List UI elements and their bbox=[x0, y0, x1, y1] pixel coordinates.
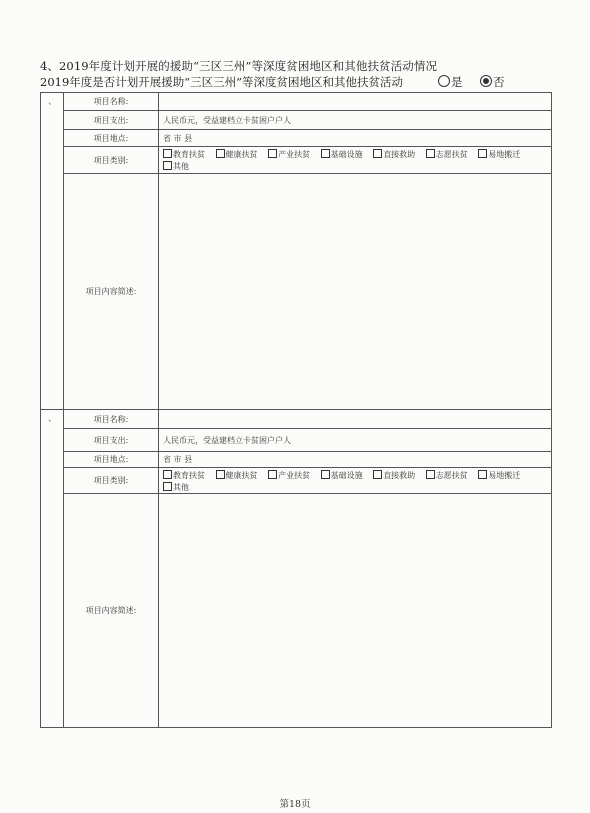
checkbox-icon[interactable] bbox=[163, 161, 172, 170]
index-column bbox=[41, 93, 64, 409]
project-block-1 bbox=[40, 92, 552, 410]
category-volunteer[interactable]: 志愿扶贫 bbox=[426, 471, 468, 480]
checkbox-icon[interactable] bbox=[163, 149, 172, 158]
category-infrastructure[interactable]: 基础设施 bbox=[321, 471, 363, 480]
question-text: 2019年度是否计划开展援助“三区三州”等深度贫困地区和其他扶贫活动 bbox=[40, 75, 404, 89]
row-project-category bbox=[64, 147, 551, 174]
section-heading: 4、2019年度计划开展的援助“三区三州”等深度贫困地区和其他扶贫活动情况 bbox=[40, 59, 438, 73]
category-direct-aid[interactable]: 直接救助 bbox=[373, 150, 415, 159]
answer-options bbox=[438, 74, 519, 90]
label-project-name: 项目名称: bbox=[64, 410, 159, 428]
label-project-location: 项目地点: bbox=[64, 452, 159, 467]
checkbox-icon[interactable] bbox=[373, 470, 382, 479]
category-relocation[interactable]: 易地搬迁 bbox=[478, 150, 520, 159]
checkbox-icon[interactable] bbox=[478, 470, 487, 479]
field-project-name[interactable] bbox=[163, 93, 547, 110]
option-yes[interactable]: 是 bbox=[438, 74, 463, 90]
category-education[interactable]: 教育扶贫 bbox=[163, 150, 205, 159]
category-health[interactable]: 健康扶贫 bbox=[216, 150, 258, 159]
category-industry[interactable]: 产业扶贫 bbox=[268, 471, 310, 480]
category-volunteer[interactable]: 志愿扶贫 bbox=[426, 150, 468, 159]
field-project-description[interactable] bbox=[163, 174, 547, 409]
index-column bbox=[41, 410, 64, 727]
checkbox-icon[interactable] bbox=[373, 149, 382, 158]
field-project-description[interactable] bbox=[163, 494, 547, 727]
field-project-location[interactable]: 省 市 县 bbox=[163, 455, 193, 464]
index-mark: 、 bbox=[48, 97, 58, 107]
label-project-location: 项目地点: bbox=[64, 130, 159, 146]
radio-no-selected-icon[interactable] bbox=[480, 75, 492, 87]
label-project-expense: 项目支出: bbox=[64, 111, 159, 129]
checkbox-icon[interactable] bbox=[426, 149, 435, 158]
row-project-description bbox=[64, 494, 551, 727]
index-mark: 、 bbox=[48, 414, 58, 424]
row-project-description bbox=[64, 174, 551, 409]
row-project-location bbox=[64, 452, 551, 468]
category-industry[interactable]: 产业扶贫 bbox=[268, 150, 310, 159]
category-relocation[interactable]: 易地搬迁 bbox=[478, 471, 520, 480]
row-project-category bbox=[64, 468, 551, 494]
field-project-expense[interactable]: 人民币元，受益建档立卡贫困户户人 bbox=[163, 115, 291, 125]
label-project-category: 项目类别: bbox=[64, 468, 159, 493]
row-project-expense bbox=[64, 429, 551, 452]
checkbox-icon[interactable] bbox=[268, 470, 277, 479]
label-project-expense: 项目支出: bbox=[64, 429, 159, 451]
category-other[interactable]: 其他 bbox=[163, 162, 189, 171]
row-project-name bbox=[64, 410, 551, 429]
row-project-expense bbox=[64, 111, 551, 130]
category-infrastructure[interactable]: 基础设施 bbox=[321, 150, 363, 159]
row-project-location bbox=[64, 130, 551, 147]
field-project-expense[interactable]: 人民币元，受益建档立卡贫困户户人 bbox=[163, 435, 291, 445]
page-number: 第18页 bbox=[279, 799, 311, 810]
label-project-category: 项目类别: bbox=[64, 147, 159, 173]
option-no[interactable]: 否 bbox=[480, 74, 505, 90]
project-block-2 bbox=[40, 409, 552, 728]
category-health[interactable]: 健康扶贫 bbox=[216, 471, 258, 480]
checkbox-icon[interactable] bbox=[321, 149, 330, 158]
label-project-name: 项目名称: bbox=[64, 93, 159, 110]
checkbox-icon[interactable] bbox=[478, 149, 487, 158]
category-direct-aid[interactable]: 直接救助 bbox=[373, 471, 415, 480]
category-education[interactable]: 教育扶贫 bbox=[163, 471, 205, 480]
checkbox-icon[interactable] bbox=[216, 149, 225, 158]
category-checkboxes bbox=[163, 468, 547, 493]
field-project-location[interactable]: 省 市 县 bbox=[163, 133, 193, 143]
checkbox-icon[interactable] bbox=[163, 482, 172, 491]
checkbox-icon[interactable] bbox=[163, 470, 172, 479]
checkbox-icon[interactable] bbox=[321, 470, 330, 479]
label-project-description: 项目内容简述: bbox=[64, 494, 159, 727]
category-checkboxes bbox=[163, 147, 547, 173]
checkbox-icon[interactable] bbox=[268, 149, 277, 158]
field-project-name[interactable] bbox=[163, 410, 547, 428]
question-row bbox=[40, 74, 550, 90]
radio-yes-icon[interactable] bbox=[438, 75, 450, 87]
checkbox-icon[interactable] bbox=[426, 470, 435, 479]
checkbox-icon[interactable] bbox=[216, 470, 225, 479]
category-other[interactable]: 其他 bbox=[163, 483, 189, 492]
row-project-name bbox=[64, 93, 551, 111]
label-project-description: 项目内容简述: bbox=[64, 174, 159, 409]
